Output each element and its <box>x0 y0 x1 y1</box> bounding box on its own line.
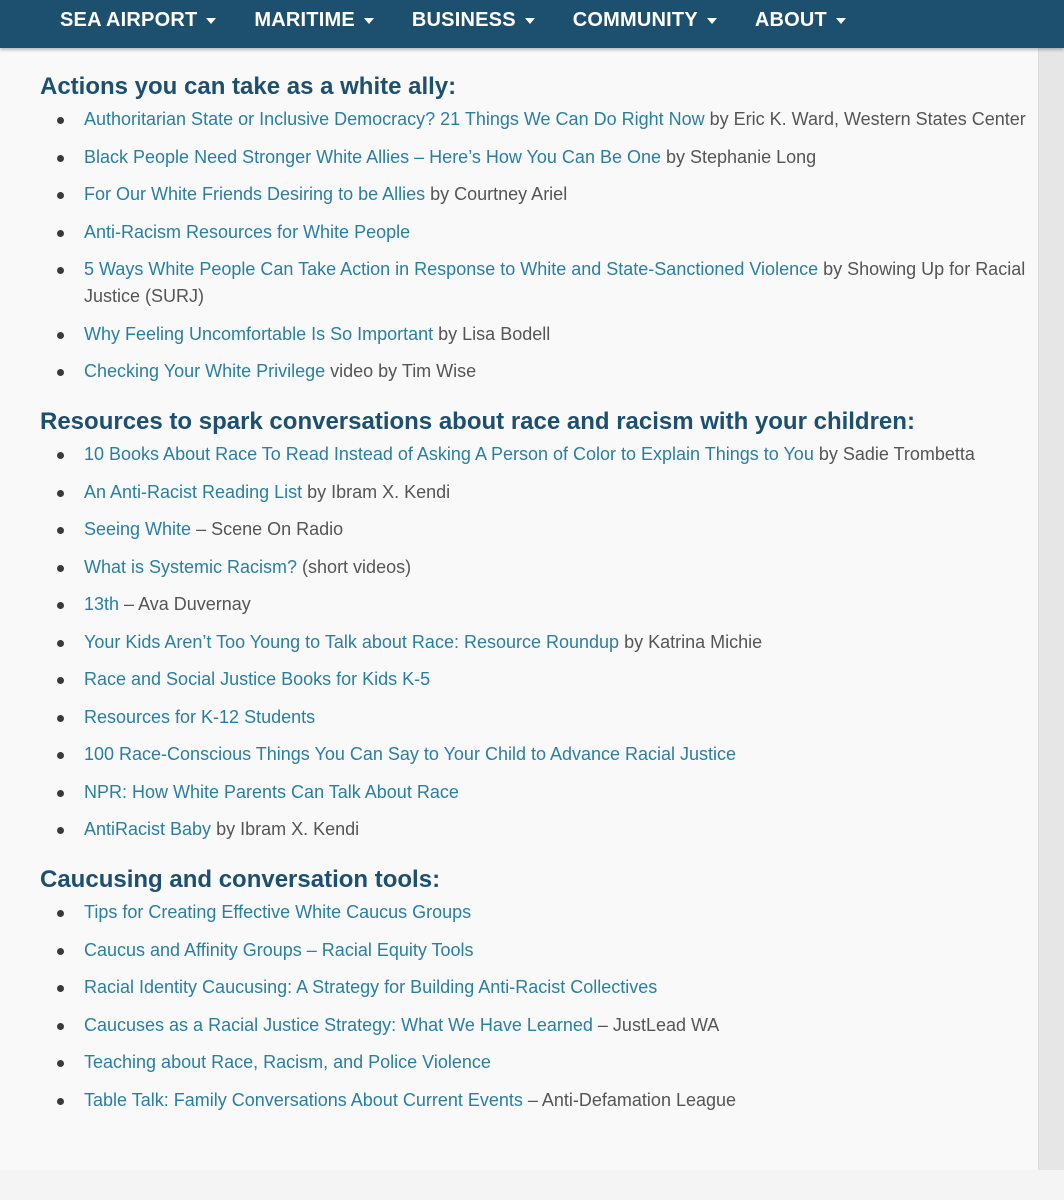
bullet-icon <box>57 910 64 917</box>
list-item <box>40 779 1030 806</box>
section-caucusing-tools <box>40 863 1030 1114</box>
resource-link[interactable]: 5 Ways White People Can Take Action in Response to White and State-Sanctioned Violence <box>84 259 819 279</box>
bullet-icon <box>57 1098 64 1105</box>
bullet-icon <box>57 369 64 376</box>
bullet-icon <box>57 192 64 199</box>
resource-credit: by Courtney Ariel <box>425 184 568 204</box>
resource-link[interactable]: Seeing White <box>84 519 192 539</box>
caret-down-icon <box>364 18 374 24</box>
resource-credit: by Eric K. Ward, Western States Center <box>704 109 1026 129</box>
list-item <box>40 256 1030 310</box>
resource-link[interactable]: Resources for K-12 Students <box>84 706 316 727</box>
resource-link[interactable]: Anti-Racism Resources for White People <box>84 221 411 242</box>
list-item <box>40 321 1030 348</box>
list-item <box>40 974 1030 1001</box>
resource-link[interactable]: 100 Race-Conscious Things You Can Say to Your Child to Advance Racial Justice <box>84 744 737 764</box>
top-navigation <box>0 0 1064 48</box>
list-item <box>40 219 1030 246</box>
resource-link[interactable]: NPR: How White Parents Can Talk About Race <box>84 781 459 802</box>
resource-credit: – JustLead WA <box>592 1014 720 1035</box>
list-item <box>40 937 1030 964</box>
resource-link[interactable]: Tips for Creating Effective White Caucus Groups <box>84 902 472 922</box>
nav-label: SEA AIRPORT <box>60 8 198 31</box>
bullet-icon <box>57 602 64 609</box>
resource-link[interactable]: Authoritarian State or Inclusive Democracy? 21 Things We Can Do Right Now <box>84 109 705 129</box>
bullet-icon <box>57 1060 64 1067</box>
nav-label: ABOUT <box>754 8 827 31</box>
resource-credit: video by Tim Wise <box>325 361 477 381</box>
bullet-icon <box>57 640 64 647</box>
resource-list <box>40 899 1030 1114</box>
list-item <box>40 816 1030 843</box>
resource-link[interactable]: Caucuses as a Racial Justice Strategy: What We Have Learned <box>84 1014 593 1035</box>
nav-label: COMMUNITY <box>572 8 698 31</box>
nav-label: BUSINESS <box>411 8 516 31</box>
resource-credit: – Ava Duvernay <box>119 594 251 614</box>
resource-link[interactable]: 13th <box>84 594 120 614</box>
resource-credit: by Sadie Trombetta <box>813 444 975 464</box>
resource-credit: – Anti-Defamation League <box>522 1089 737 1110</box>
list-item <box>40 516 1030 543</box>
nav-sea-airport[interactable] <box>60 9 216 32</box>
resource-link[interactable]: Black People Need Stronger White Allies – Here’s How You Can Be One <box>84 146 661 167</box>
resource-link[interactable]: AntiRacist Baby <box>84 819 212 839</box>
resource-link[interactable]: For Our White Friends Desiring to be Allies <box>84 184 426 204</box>
section-heading: Caucusing and conversation tools: <box>40 866 441 893</box>
bullet-icon <box>57 715 64 722</box>
list-item <box>40 629 1030 656</box>
bullet-icon <box>57 490 64 497</box>
bullet-icon <box>57 527 64 534</box>
list-item <box>40 899 1030 926</box>
bullet-icon <box>57 332 64 339</box>
resource-link[interactable]: Your Kids Aren’t Too Young to Talk about Race: Resource Roundup <box>84 631 620 652</box>
caret-down-icon <box>836 18 846 24</box>
list-item <box>40 441 1030 468</box>
bullet-icon <box>57 267 64 274</box>
bullet-icon <box>57 827 64 834</box>
resource-link[interactable]: Racial Identity Caucusing: A Strategy for Building Anti-Racist Collectives <box>84 977 658 997</box>
bottom-band <box>0 1170 1064 1200</box>
resource-link[interactable]: Table Talk: Family Conversations About Current Events <box>84 1089 523 1110</box>
resource-list <box>40 441 1030 843</box>
list-item <box>40 144 1030 171</box>
resource-link[interactable]: Checking Your White Privilege <box>84 361 326 381</box>
caret-down-icon <box>206 18 216 24</box>
list-item <box>40 358 1030 385</box>
nav-community[interactable] <box>573 9 717 32</box>
resource-link[interactable]: Race and Social Justice Books for Kids K-5 <box>84 669 431 689</box>
list-item <box>40 479 1030 506</box>
resource-credit: (short videos) <box>297 556 412 577</box>
bullet-icon <box>57 948 64 955</box>
list-item <box>40 591 1030 618</box>
resource-credit: – Scene On Radio <box>191 519 344 539</box>
resource-link[interactable]: Teaching about Race, Racism, and Police Violence <box>84 1052 491 1072</box>
caret-down-icon <box>525 18 535 24</box>
bullet-icon <box>57 790 64 797</box>
bullet-icon <box>57 752 64 759</box>
caret-down-icon <box>707 18 717 24</box>
resource-credit: by Ibram X. Kendi <box>302 481 451 502</box>
section-heading: Resources to spark conversations about race and racism with your children: <box>40 408 915 435</box>
resource-credit: by Stephanie Long <box>661 146 817 167</box>
section-children-conversations <box>40 405 1030 843</box>
list-item <box>40 1012 1030 1039</box>
section-heading: Actions you can take as a white ally: <box>40 73 457 100</box>
bullet-icon <box>57 452 64 459</box>
resource-credit: by Lisa Bodell <box>433 323 551 344</box>
list-item <box>40 666 1030 693</box>
resource-credit: by Katrina Michie <box>619 631 763 652</box>
bullet-icon <box>57 230 64 237</box>
list-item <box>40 181 1030 208</box>
resource-link[interactable]: What is Systemic Racism? <box>84 556 298 577</box>
main-content <box>40 70 1030 1134</box>
bullet-icon <box>57 155 64 162</box>
bullet-icon <box>57 985 64 992</box>
bullet-icon <box>57 1023 64 1030</box>
bullet-icon <box>57 565 64 572</box>
resource-link[interactable]: 10 Books About Race To Read Instead of Asking A Person of Color to Explain Things to You <box>84 444 814 464</box>
nav-maritime[interactable] <box>254 9 373 32</box>
list-item <box>40 106 1030 133</box>
list-item <box>40 1087 1030 1114</box>
resource-list <box>40 106 1030 385</box>
resource-link[interactable]: Why Feeling Uncomfortable Is So Important <box>84 323 434 344</box>
bullet-icon <box>57 677 64 684</box>
resource-credit: by Ibram X. Kendi <box>211 819 360 839</box>
side-gutter <box>1038 48 1064 1170</box>
list-item <box>40 704 1030 731</box>
resource-credit: by Showing Up for Racial Justice (SURJ) <box>84 259 1026 306</box>
section-white-ally-actions <box>40 70 1030 385</box>
nav-label: MARITIME <box>254 8 355 31</box>
list-item <box>40 1049 1030 1076</box>
resource-link[interactable]: Caucus and Affinity Groups – Racial Equity Tools <box>84 939 474 960</box>
resource-link[interactable]: An Anti-Racist Reading List <box>84 481 303 502</box>
bullet-icon <box>57 117 64 124</box>
nav-about[interactable] <box>755 9 846 32</box>
nav-business[interactable] <box>412 9 535 32</box>
list-item <box>40 554 1030 581</box>
list-item <box>40 741 1030 768</box>
